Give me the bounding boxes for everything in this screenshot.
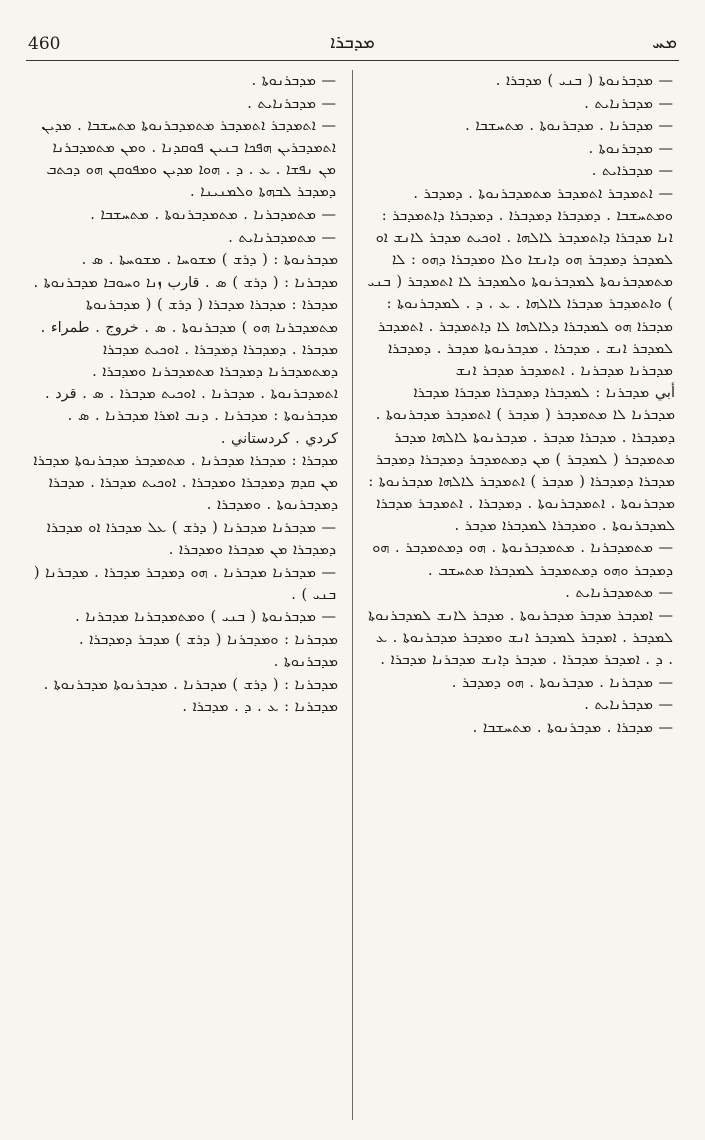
dictionary-entry: — ܡܕܒܪܐ . ܡܕܒܪܢܘܬܐ . ܡܬܚܫܒܐ . xyxy=(472,719,673,736)
dictionary-entry: — ܡܕܒܪܐܝܬ . xyxy=(591,163,673,180)
dictionary-entry: — ܡܕܒܪܢܐ . ܡܕܒܪܢܘܬܐ . ܡܬܚܫܒܐ . xyxy=(465,118,673,135)
dictionary-entry: ܡܕܒܪܢܐ : ܘܡܕܒܪܢܐ ( ܕܪܫ ) ܡܕܒܪ ܕܡܕܒܪܐ . ܡܕܒܪܢܘܬܐ . xyxy=(79,631,338,670)
dictionary-entry: أبي ܡܕܒܪܢܐ : ܠܡܕܒܪܐ ܕܡܕܒܪܐ ܡܕܒܪܐ ܡܕܒܪܐ ܡܕܒܪܢܐ ܠܐ ܡܬܡܕܒܪ ( ܡܕܒܪ ) ܐܬܡܕܒܪ ܡܕܒܪܢܘܬܐ . ܕܡܕܒܪܐ . ܡܕܒܪܐ ܡܕܒܪ . ܡܕܒܪܢܘܬܐ ܠܐܠܗܐ ܡܕܒܪ ܡܬܡܕܒܪ ( ܠܡܕܒܪ ) ܡܢ ܕܡܬܡܕܒܪ ܕܡܕܒܪܐ ܕܡܕܒܪ ܡܕܒܪܐ ܕܡܕܒܪܐ ( ܡܕܒܪ ) ܐܬܡܕܒܪ ܠܐܠܗܐ ܡܕܒܪܢܘܬܐ : ܡܕܒܪܢܘܬܐ . ܐܬܡܕܒܪܢܘܬܐ . ܕܡܕܒܪܐ . ܐܬܡܕܒܪ ܡܕܒܪܐ ܠܡܕܒܪܢܘܬܐ . ܘܡܕܒܪܐ ܠܡܕܒܪܐ ܡܕܒܪ . xyxy=(368,385,675,534)
column-divider xyxy=(352,70,353,1120)
dictionary-entry: — ܡܬܡܕܒܪܢܐ . ܡܬܡܕܒܪܢܘܬܐ . ܡܬܚܫܒܐ . xyxy=(90,207,336,224)
dictionary-entry: ܡܕܒܪܐ : ܡܕܒܪܐ ܡܕܒܪܐ ( ܕܪܫ ) ( ܡܕܒܪܢܘܬܐ ܡܬܡܕܒܪܢܐ ܗܘ ) ܡܕܒܪܢܘܬܐ . ܣ . خروج . طمراء . ܡܕܒܪܐ . ܕܡܕܒܪܐ ܕܡܕܒܪܐ . ܐܘܟܝܬ ܡܕܒܪܐ ܕܡܬܡܕܒܪܢܐ ܕܡܕܒܪܐ ܡܬܡܕܒܪܢܐ ܘܡܕܒܪܐ . ܐܬܡܕܒܪܢܘܬܐ . ܡܕܒܪܢܐ . ܐܘܟܝܬ ܡܕܒܪܐ . ܣ . قرد . xyxy=(40,297,338,402)
dictionary-entry: — ܡܬܡܕܒܪܢܐܝܬ . xyxy=(228,229,336,246)
dictionary-entry: — ܡܕܒܪܢܐ ܡܕܒܪܢܐ . ܗܘ ܕܡܕܒܪ ܡܕܒܪܐ . ܡܕܒܪܢܐ ( ܒܢܝ ) . xyxy=(33,564,336,603)
dictionary-entry: — ܡܬܡܕܒܪܢܐܝܬ . xyxy=(565,585,673,602)
column-left xyxy=(30,70,338,1120)
dictionary-entry: — ܐܬܡܕܒܪ ܐܬܡܕܒܪ ܡܬܡܕܒܪܢܘܬܐ ܡܬܚܫܒܐ . ܡܕܝܢ ܐܬܡܕܒܪܝܢ ܗܦܟܐ ܒܢܝܢ ܦܘܩܕܢܐ . ܘܡܢ ܡܬܡܕܒܪܢܐ ܡܢ ܢܦܫܐ . ܥ . ܕ . ܗܘܐ ܡܕܝܢ ܘܡܦܘܩܢ ܗܘ ܕܟܬܒ ܕܡܕܒܪ ܠܒܗܬܐ ܘܠܡܢܝܢܐ . xyxy=(41,118,336,201)
dictionary-entry: ܡܕܒܪܢܐ : ( ܕܪܫ ) ܣ . قارب ܙܢܐ ܘܚܘܒܐ ܡܕܒܪܢܘܬܐ . xyxy=(33,274,338,291)
dictionary-entry: — ܡܕܒܪܢܐܝܬ . xyxy=(247,95,336,112)
dictionary-entry: — ܡܕܒܪܢܐ ܡܕܒܪܢܐ ( ܕܪܫ ) ܥܠ ܡܕܒܪܐ ܐܘ ܡܕܒܪܐ ܕܡܕܒܪܐ ܡܢ ܡܕܒܪܐ ܘܡܕܒܪܐ . xyxy=(46,519,336,558)
dictionary-entry: — ܡܕܒܪܢܘܬܐ ( ܒܢܝ ) ܡܕܒܪܐ . xyxy=(495,73,673,89)
dictionary-entry: — ܐܡܕܒܪ ܡܕܒܪ ܡܕܒܪܢܘܬܐ . ܡܕܒܪ ܠܐܢܫ ܠܡܕܒܪܢܘܬܐ ܠܡܕܒܪ . ܐܡܕܒܪ ܠܡܕܒܪ ܐܢܫ ܘܡܕܒܪ ܡܕܒܪܢܘܬܐ . ܥ . ܕ . ܐܡܕܒܪ ܡܕܒܪܐ . ܡܕܒܪ ܕܐܢܫ ܡܕܒܪܢܐ ܡܕܒܪܐ . xyxy=(368,607,673,668)
dictionary-entry: ܡܕܒܪܢܐ : ܥ . ܕ . ܡܕܒܪܐ . xyxy=(182,699,338,716)
header-rule xyxy=(26,60,679,61)
page-number: 460 xyxy=(28,34,61,54)
dictionary-entry: ܡܕܒܪܢܘܬܐ : ( ܕܪܫ ) ܡܫܘܚܐ . ܡܫܘܚܬܐ . ܣ . xyxy=(81,252,338,269)
dictionary-entry: — ܡܕܒܪܢܘܬܐ ( ܒܢܝ ) ܘܡܬܡܕܒܪܢܐ ܡܕܒܪܢܐ . xyxy=(75,609,336,626)
dictionary-entry: — ܡܕܒܪܢܐ . ܡܕܒܪܢܘܬܐ . ܗܘ ܕܡܕܒܪ . xyxy=(451,674,673,691)
dictionary-entry: — ܡܕܒܪܢܐܝܬ . xyxy=(584,697,673,714)
running-title: ܡܕܒܪܐ xyxy=(330,32,375,53)
dictionary-entry: ܡܕܒܪܐ : ܡܕܒܪܐ ܡܕܒܪܢܐ . ܡܬܡܕܒܪ ܡܕܒܪܢܘܬܐ ܡܕܒܪܐ ܡܢ ܩܕܡ ܕܡܕܒܪܐ ܘܡܕܒܪܐ . ܐܘܟܝܬ ܡܕܒܪܐ . ܡܕܒܪܐ ܕܡܕܒܪܢܘܬܐ . ܘܡܕܒܪܐ . xyxy=(33,453,338,514)
column-right xyxy=(367,70,675,1120)
dictionary-entry: — ܐܬܡܕܒܪ ܐܬܡܕܒܪ ܡܬܡܕܒܪܢܘܬܐ . ܕܡܕܒܪ . ܘܡܬܚܫܒܐ . ܕܡܕܒܪܐ ܕܡܕܒܪܐ . ܕܡܕܒܪܐ ܕܐܬܡܕܒܪ : ܐܢܐ ܡܕܒܪܐ ܕܐܬܡܕܒܪ ܠܐܠܗܐ . ܐܘܟܝܬ ܡܕܒܪ ܠܐܢܫ ܐܘ ܠܡܕܒܪ ܕܡܕܒܪ ܗܘ ܕܐܢܫܐ ܘܠܐ ܘܡܕܒܪܐ ܕܗܘ : ܠܐ ܡܬܡܕܒܪܢܘܬܐ ܠܡܕܒܪܢܘܬܐ ܘܠܡܕܒܪ ܠܐ ܐܬܡܕܒܪ ( ܒܢܝ ) ܘܐܬܡܕܒܪ ܡܕܒܪܐ ܠܐܠܗܐ . ܥ . ܕ . ܠܡܕܒܪܢܘܬܐ : ܡܕܒܪܐ ܗܘ ܠܡܕܒܪܐ ܕܠܐܠܗܐ ܠܐ ܕܐܬܡܕܒܪ . ܐܬܡܕܒܪ ܠܡܕܒܪ ܐܢܫ . ܡܕܒܪܐ . ܡܕܒܪܢܘܬܐ ܡܕܒܪ . ܕܡܕܒܪܐ ܡܕܒܪܢܐ ܡܕܒܪܢܐ . ܐܬܡܕܒܪ ܡܕܒܪ ܐܢܫ xyxy=(367,185,673,379)
dictionary-entry: — ܡܕܒܪܢܘܬܐ . xyxy=(251,73,336,89)
dictionary-entry: ܡܕܒܪܢܘܬܐ : ܡܕܒܪܢܐ . ܕܢܒ ܐܡܪܐ ܡܕܒܪܢܐ . ܣ . كردي . كردستاني . xyxy=(67,408,338,447)
page-header xyxy=(26,30,679,58)
dictionary-entry: — ܡܬܡܕܒܪܢܐ . ܡܬܡܕܒܪܢܘܬܐ . ܗܘ ܕܡܬܡܕܒܪ . ܗܘ ܕܡܕܒܪ ܘܗܘ ܕܡܬܡܕܒܪ ܠܡܕܒܪܐ ܡܬܚܫܒ . xyxy=(372,540,673,579)
signature-mark: ܡܚ xyxy=(652,32,677,53)
dictionary-entry: — ܡܕܒܪܢܐܝܬ . xyxy=(584,95,673,112)
dictionary-entry: ܡܕܒܪܢܐ : ( ܕܪܫ ) ܡܕܒܪܢܐ . ܡܕܒܪܢܘܬܐ ܡܕܒܪܢܘܬܐ . xyxy=(43,676,338,693)
dictionary-entry: — ܡܕܒܪܢܘܬܐ . xyxy=(588,140,673,157)
